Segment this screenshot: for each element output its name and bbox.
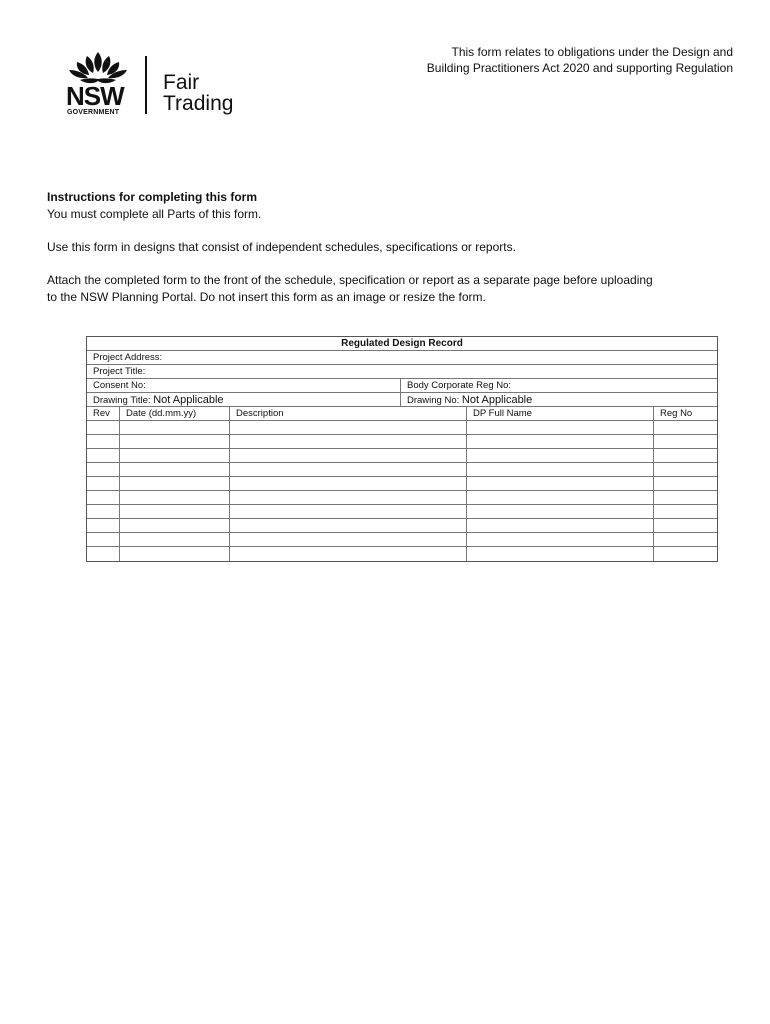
project-address-label: Project Address: (93, 352, 163, 363)
col-rev-header: Rev (87, 407, 120, 421)
drawing-no-label: Drawing No: (407, 395, 460, 406)
drawing-row (87, 393, 717, 407)
description-cell[interactable] (230, 435, 467, 449)
description-cell[interactable] (230, 547, 467, 561)
description-cell[interactable] (230, 533, 467, 547)
record-title: Regulated Design Record (87, 337, 717, 351)
dp-full-name-cell[interactable] (467, 463, 654, 477)
reg-no-cell[interactable] (654, 435, 717, 449)
instructions-title: Instructions for completing this form (47, 190, 258, 204)
date-cell[interactable] (120, 463, 230, 477)
reg-no-cell[interactable] (654, 421, 717, 435)
body-corporate-label: Body Corporate Reg No: (407, 380, 512, 391)
dp-full-name-cell[interactable] (467, 533, 654, 547)
nsw-wordmark: NSW (66, 81, 124, 111)
col-description-header: Description (230, 407, 467, 421)
rev-cell[interactable] (87, 519, 120, 533)
drawing-no-field[interactable] (401, 393, 717, 407)
instructions-line2: Use this form in designs that consist of independent schedules, specifications or reports. (47, 240, 516, 254)
consent-row (87, 379, 717, 393)
dp-full-name-cell[interactable] (467, 505, 654, 519)
project-title-label: Project Title: (93, 366, 146, 377)
date-cell[interactable] (120, 547, 230, 561)
date-cell[interactable] (120, 491, 230, 505)
reg-no-cell[interactable] (654, 547, 717, 561)
header-note-line1: This form relates to obligations under the Design and (451, 45, 733, 59)
date-cell[interactable] (120, 449, 230, 463)
drawing-title-label: Drawing Title: (93, 395, 151, 406)
body-corporate-field[interactable] (401, 379, 717, 393)
dp-full-name-cell[interactable] (467, 449, 654, 463)
revision-row (87, 463, 717, 477)
reg-no-cell[interactable] (654, 491, 717, 505)
rev-cell[interactable] (87, 491, 120, 505)
dp-full-name-cell[interactable] (467, 519, 654, 533)
rev-cell[interactable] (87, 533, 120, 547)
description-cell[interactable] (230, 421, 467, 435)
reg-no-cell[interactable] (654, 477, 717, 491)
revision-row (87, 435, 717, 449)
date-cell[interactable] (120, 421, 230, 435)
description-cell[interactable] (230, 477, 467, 491)
header-note-line2: Building Practitioners Act 2020 and supporting Regulation (426, 61, 733, 75)
fair-trading-text: Fair Trading (163, 71, 234, 115)
revision-rows (87, 421, 717, 561)
reg-no-cell[interactable] (654, 519, 717, 533)
revision-row (87, 547, 717, 561)
drawing-no-value: Not Applicable (461, 394, 533, 406)
regulated-design-record (86, 336, 718, 562)
col-reg-no-header: Reg No (660, 408, 693, 419)
revision-row (87, 421, 717, 435)
rev-cell[interactable] (87, 449, 120, 463)
dp-full-name-cell[interactable] (467, 547, 654, 561)
revision-row (87, 477, 717, 491)
reg-no-cell[interactable] (654, 449, 717, 463)
revision-row (87, 505, 717, 519)
date-cell[interactable] (120, 477, 230, 491)
revision-row (87, 491, 717, 505)
government-wordmark: GOVERNMENT (67, 109, 120, 116)
column-header-row (87, 407, 717, 421)
description-cell[interactable] (230, 505, 467, 519)
drawing-title-field[interactable] (87, 393, 401, 407)
dp-full-name-cell[interactable] (467, 421, 654, 435)
date-cell[interactable] (120, 533, 230, 547)
fair-trading-wordmark (163, 72, 243, 114)
project-title-row[interactable] (87, 365, 717, 379)
logo-divider (145, 56, 147, 114)
date-cell[interactable] (120, 505, 230, 519)
instructions-line3a: Attach the completed form to the front of the schedule, specification or report as a separate page before uploading (47, 273, 653, 287)
revision-row (87, 449, 717, 463)
instructions-line3b: to the NSW Planning Portal. Do not insert this form as an image or resize the form. (47, 290, 486, 304)
rev-cell[interactable] (87, 477, 120, 491)
drawing-title-value: Not Applicable (153, 394, 224, 406)
dp-full-name-cell[interactable] (467, 477, 654, 491)
project-address-row[interactable] (87, 351, 717, 365)
rev-cell[interactable] (87, 505, 120, 519)
nsw-fair-trading-logo (64, 50, 264, 120)
date-cell[interactable] (120, 519, 230, 533)
instructions-section (47, 189, 737, 306)
reg-no-cell[interactable] (654, 505, 717, 519)
description-cell[interactable] (230, 491, 467, 505)
consent-no-field[interactable] (87, 379, 401, 393)
rev-cell[interactable] (87, 463, 120, 477)
col-dp-full-name-header: DP Full Name (467, 407, 654, 421)
col-date-header: Date (dd.mm.yy) (120, 407, 230, 421)
revision-row (87, 533, 717, 547)
instructions-line1: You must complete all Parts of this form. (47, 207, 262, 221)
dp-full-name-cell[interactable] (467, 435, 654, 449)
description-cell[interactable] (230, 463, 467, 477)
reg-no-cell[interactable] (654, 533, 717, 547)
rev-cell[interactable] (87, 547, 120, 561)
revision-row (87, 519, 717, 533)
description-cell[interactable] (230, 519, 467, 533)
rev-cell[interactable] (87, 421, 120, 435)
header-note (373, 44, 733, 76)
reg-no-cell[interactable] (654, 463, 717, 477)
consent-no-label: Consent No: (93, 380, 146, 391)
rev-cell[interactable] (87, 435, 120, 449)
dp-full-name-cell[interactable] (467, 491, 654, 505)
description-cell[interactable] (230, 449, 467, 463)
date-cell[interactable] (120, 435, 230, 449)
